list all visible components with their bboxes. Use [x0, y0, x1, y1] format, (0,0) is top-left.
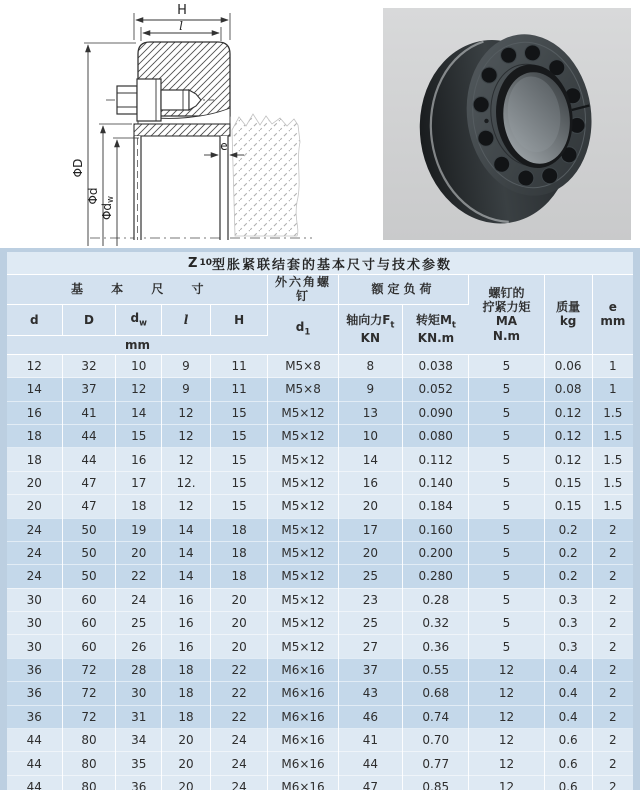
table-cell: 44	[7, 729, 62, 752]
table-cell: M5×12	[268, 635, 338, 658]
table-cell: 18	[210, 565, 268, 588]
table-cell: 0.32	[403, 612, 469, 635]
table-cell: 17	[116, 471, 162, 494]
table-cell: 5	[469, 541, 544, 564]
table-cell: 18	[7, 448, 62, 471]
table-cell: 2	[592, 682, 633, 705]
table-cell: 34	[116, 729, 162, 752]
table-cell: 20	[338, 541, 402, 564]
table-cell: 12	[162, 424, 211, 447]
table-cell: 37	[62, 378, 116, 401]
table-cell: 18	[162, 682, 211, 705]
table-cell: 0.6	[544, 729, 592, 752]
table-cell: 0.55	[403, 658, 469, 681]
table-cell: 19	[116, 518, 162, 541]
dim-phi-D-label: ΦD	[71, 158, 85, 178]
table-cell: 15	[210, 448, 268, 471]
table-cell: M6×16	[268, 729, 338, 752]
table-cell: 0.15	[544, 495, 592, 518]
table-cell: 5	[469, 612, 544, 635]
table-cell: M6×16	[268, 752, 338, 775]
table-cell: 16	[338, 471, 402, 494]
table-cell: 31	[116, 705, 162, 728]
table-cell: 0.28	[403, 588, 469, 611]
table-cell: 2	[592, 612, 633, 635]
table-cell: 18	[162, 705, 211, 728]
table-cell: 15	[210, 424, 268, 447]
table-cell: 0.6	[544, 775, 592, 790]
table-cell: 20	[162, 752, 211, 775]
table-row	[7, 658, 633, 681]
table-cell: 20	[162, 729, 211, 752]
table-row	[7, 729, 633, 752]
product-photo	[383, 8, 631, 240]
table-cell: 0.36	[403, 635, 469, 658]
table-cell: 0.06	[544, 354, 592, 377]
table-cell: 13	[338, 401, 402, 424]
table-cell: 0.08	[544, 378, 592, 401]
col-group-basic-dimensions: 基 本 尺 寸	[7, 275, 268, 304]
table-cell: 0.12	[544, 401, 592, 424]
table-cell: 12	[162, 448, 211, 471]
col-header-axial-force: 轴向力$F_t$ KN	[338, 304, 402, 354]
table-cell: 0.3	[544, 588, 592, 611]
table-cell: 0.74	[403, 705, 469, 728]
table-cell: 0.77	[403, 752, 469, 775]
table-cell: M5×12	[268, 518, 338, 541]
table-cell: 5	[469, 448, 544, 471]
table-cell: M6×16	[268, 705, 338, 728]
table-cell: 11	[210, 354, 268, 377]
table-cell: 9	[162, 354, 211, 377]
table-cell: 0.038	[403, 354, 469, 377]
table-cell: 22	[210, 658, 268, 681]
table-cell: 15	[210, 495, 268, 518]
table-cell: 16	[162, 588, 211, 611]
table-cell: M5×12	[268, 495, 338, 518]
table-cell: 22	[116, 565, 162, 588]
table-cell: 0.85	[403, 775, 469, 790]
dim-phi-d	[86, 124, 132, 246]
table-cell: 20	[210, 635, 268, 658]
table-cell: 9	[162, 378, 211, 401]
table-cell: 44	[62, 448, 116, 471]
table-cell: M5×12	[268, 448, 338, 471]
table-cell: 47	[62, 471, 116, 494]
table-cell: 20	[210, 612, 268, 635]
table-cell: 5	[469, 518, 544, 541]
table-cell: 24	[116, 588, 162, 611]
table-cell: 37	[338, 658, 402, 681]
table-cell: 60	[62, 612, 116, 635]
table-cell: 2	[592, 705, 633, 728]
table-cell: 44	[338, 752, 402, 775]
col-header-mass: 质量 kg	[544, 275, 592, 354]
table-cell: M5×8	[268, 354, 338, 377]
top-area	[0, 0, 640, 248]
table-row	[7, 682, 633, 705]
table-cell: 14	[162, 518, 211, 541]
table-cell: 5	[469, 635, 544, 658]
table-cell: M6×16	[268, 682, 338, 705]
table-cell: 2	[592, 565, 633, 588]
dim-l-label: l	[179, 19, 183, 33]
table-cell: 12	[469, 729, 544, 752]
table-cell: 1.5	[592, 401, 633, 424]
table-body	[7, 354, 633, 790]
table-cell: 2	[592, 541, 633, 564]
table-cell: 2	[592, 729, 633, 752]
table-cell: 18	[210, 518, 268, 541]
dim-phi-dw-label: Φdw	[100, 195, 116, 221]
table-row	[7, 775, 633, 790]
table-cell: 0.15	[544, 471, 592, 494]
table-cell: 0.200	[403, 541, 469, 564]
table-cell: M5×12	[268, 424, 338, 447]
table-cell: 0.112	[403, 448, 469, 471]
table-cell: 0.160	[403, 518, 469, 541]
table-cell: 5	[469, 424, 544, 447]
table-cell: 43	[338, 682, 402, 705]
table-cell: 18	[116, 495, 162, 518]
table-cell: 24	[210, 775, 268, 790]
table-cell: 14	[116, 401, 162, 424]
table-cell: 0.12	[544, 448, 592, 471]
table-cell: 50	[62, 518, 116, 541]
table-cell: 36	[7, 682, 62, 705]
col-header-e: e mm	[592, 275, 633, 354]
table-cell: 12	[7, 354, 62, 377]
table-cell: 72	[62, 658, 116, 681]
table-cell: 5	[469, 378, 544, 401]
table-cell: 36	[7, 658, 62, 681]
table-cell: 80	[62, 775, 116, 790]
table-cell: 0.4	[544, 705, 592, 728]
col-header-tightening-torque: 螺钉的 拧紧力矩 MA N.m	[469, 275, 544, 354]
table-row	[7, 612, 633, 635]
table-cell: 20	[338, 495, 402, 518]
col-group-rated-load: 额定负荷	[338, 275, 469, 304]
spec-table	[7, 275, 633, 790]
spec-section	[0, 248, 640, 790]
table-cell: 20	[210, 588, 268, 611]
table-cell: 12	[469, 658, 544, 681]
table-title	[7, 252, 633, 275]
table-cell: 15	[116, 424, 162, 447]
table-cell: 0.140	[403, 471, 469, 494]
table-cell: 0.090	[403, 401, 469, 424]
table-row	[7, 705, 633, 728]
table-cell: 14	[7, 378, 62, 401]
table-cell: 44	[7, 752, 62, 775]
table-cell: 8	[338, 354, 402, 377]
table-cell: 1	[592, 354, 633, 377]
table-row	[7, 518, 633, 541]
table-cell: 24	[7, 565, 62, 588]
table-cell: 14	[162, 565, 211, 588]
table-cell: 72	[62, 682, 116, 705]
table-cell: 60	[62, 588, 116, 611]
table-cell: 0.080	[403, 424, 469, 447]
table-row	[7, 588, 633, 611]
table-cell: 0.2	[544, 518, 592, 541]
table-cell: 16	[162, 612, 211, 635]
col-header-l: l	[162, 304, 211, 335]
table-cell: 12.	[162, 471, 211, 494]
table-cell: M5×12	[268, 588, 338, 611]
table-cell: 47	[62, 495, 116, 518]
hub-phantom-hatch	[232, 114, 300, 236]
table-cell: 22	[210, 682, 268, 705]
table-cell: 0.280	[403, 565, 469, 588]
table-cell: 46	[338, 705, 402, 728]
title-text: 型胀紧联结套的基本尺寸与技术参数	[211, 257, 452, 273]
table-cell: 12	[116, 378, 162, 401]
table-cell: 2	[592, 588, 633, 611]
table-cell: 0.12	[544, 424, 592, 447]
table-cell: 30	[7, 612, 62, 635]
table-cell: 5	[469, 354, 544, 377]
table-cell: 1.5	[592, 495, 633, 518]
table-cell: M5×12	[268, 401, 338, 424]
table-cell: 1.5	[592, 424, 633, 447]
table-cell: 12	[162, 495, 211, 518]
table-cell: M5×12	[268, 471, 338, 494]
table-cell: 0.3	[544, 635, 592, 658]
table-cell: 2	[592, 658, 633, 681]
table-cell: 24	[7, 541, 62, 564]
table-cell: 2	[592, 635, 633, 658]
table-cell: 36	[116, 775, 162, 790]
table-cell: 44	[7, 775, 62, 790]
table-row	[7, 471, 633, 494]
table-row	[7, 752, 633, 775]
table-cell: M5×12	[268, 565, 338, 588]
table-cell: 16	[7, 401, 62, 424]
col-group-hex-screw: 外六角螺钉	[268, 275, 338, 304]
table-cell: 0.3	[544, 612, 592, 635]
title-prefix: Z	[188, 255, 200, 271]
table-cell: 41	[62, 401, 116, 424]
table-cell: 60	[62, 635, 116, 658]
table-cell: 15	[210, 471, 268, 494]
title-subscript: 10	[199, 258, 212, 268]
table-cell: 41	[338, 729, 402, 752]
table-cell: 5	[469, 495, 544, 518]
dim-phi-d-label: Φd	[86, 187, 100, 205]
table-row	[7, 378, 633, 401]
table-cell: 12	[469, 775, 544, 790]
dim-H-label: H	[177, 3, 187, 18]
table-cell: 27	[338, 635, 402, 658]
table-row	[7, 565, 633, 588]
table-cell: 30	[116, 682, 162, 705]
table-cell: 0.70	[403, 729, 469, 752]
table-cell: 26	[116, 635, 162, 658]
table-cell: 10	[338, 424, 402, 447]
table-cell: 0.2	[544, 565, 592, 588]
table-cell: M5×8	[268, 378, 338, 401]
table-cell: 12	[469, 682, 544, 705]
table-cell: 23	[338, 588, 402, 611]
table-cell: 30	[7, 635, 62, 658]
technical-drawing	[0, 0, 380, 248]
col-header-d1: $d_1$	[268, 304, 338, 354]
table-cell: 1.5	[592, 448, 633, 471]
table-cell: 0.052	[403, 378, 469, 401]
table-cell: M5×12	[268, 612, 338, 635]
col-header-torque: 转矩$M_t$ KN.m	[403, 304, 469, 354]
col-header-dw: $d_w$	[116, 304, 162, 335]
table-cell: 9	[338, 378, 402, 401]
table-row	[7, 354, 633, 377]
table-cell: 24	[210, 729, 268, 752]
table-cell: 16	[116, 448, 162, 471]
table-cell: 18	[210, 541, 268, 564]
table-row	[7, 448, 633, 471]
table-cell: 36	[7, 705, 62, 728]
table-cell: 32	[62, 354, 116, 377]
table-cell: 72	[62, 705, 116, 728]
table-cell: M6×16	[268, 775, 338, 790]
table-cell: 18	[7, 424, 62, 447]
table-cell: 22	[210, 705, 268, 728]
table-cell: 47	[338, 775, 402, 790]
table-cell: 12	[469, 705, 544, 728]
table-cell: 0.184	[403, 495, 469, 518]
table-cell: 5	[469, 565, 544, 588]
table-cell: 2	[592, 518, 633, 541]
table-cell: 80	[62, 729, 116, 752]
table-cell: 10	[116, 354, 162, 377]
table-cell: 2	[592, 752, 633, 775]
table-cell: 20	[7, 495, 62, 518]
table-row	[7, 401, 633, 424]
sleeve-flange-section	[134, 124, 230, 136]
table-cell: 28	[116, 658, 162, 681]
table-row	[7, 635, 633, 658]
table-cell: 24	[210, 752, 268, 775]
table-cell: 20	[116, 541, 162, 564]
table-cell: 20	[7, 471, 62, 494]
table-cell: 12	[162, 401, 211, 424]
table-row	[7, 541, 633, 564]
table-cell: 30	[7, 588, 62, 611]
table-cell: 50	[62, 565, 116, 588]
dim-e-label: e	[220, 139, 228, 153]
dim-phi-dw	[100, 138, 139, 246]
unit-row-mm: mm	[7, 335, 268, 354]
table-cell: 0.6	[544, 752, 592, 775]
table-cell: 14	[338, 448, 402, 471]
table-row	[7, 495, 633, 518]
table-cell: 16	[162, 635, 211, 658]
table-cell: 20	[162, 775, 211, 790]
table-cell: 80	[62, 752, 116, 775]
table-cell: 1	[592, 378, 633, 401]
col-header-H: H	[210, 304, 268, 335]
table-cell: 14	[162, 541, 211, 564]
table-cell: 17	[338, 518, 402, 541]
table-cell: 12	[469, 752, 544, 775]
table-cell: 5	[469, 471, 544, 494]
table-cell: 2	[592, 775, 633, 790]
table-cell: 0.2	[544, 541, 592, 564]
table-cell: 35	[116, 752, 162, 775]
table-cell: 25	[338, 565, 402, 588]
table-cell: 24	[7, 518, 62, 541]
table-cell: M5×12	[268, 541, 338, 564]
table-row	[7, 424, 633, 447]
col-header-d: d	[7, 304, 62, 335]
table-cell: 25	[116, 612, 162, 635]
table-cell: 44	[62, 424, 116, 447]
table-cell: 25	[338, 612, 402, 635]
table-cell: 0.4	[544, 682, 592, 705]
table-cell: 15	[210, 401, 268, 424]
table-cell: 0.4	[544, 658, 592, 681]
table-cell: 5	[469, 401, 544, 424]
table-cell: 1.5	[592, 471, 633, 494]
table-cell: 0.68	[403, 682, 469, 705]
table-cell: 18	[162, 658, 211, 681]
col-header-D: D	[62, 304, 116, 335]
dim-l	[141, 19, 221, 41]
table-cell: 5	[469, 588, 544, 611]
table-cell: 11	[210, 378, 268, 401]
table-cell: M6×16	[268, 658, 338, 681]
table-cell: 50	[62, 541, 116, 564]
